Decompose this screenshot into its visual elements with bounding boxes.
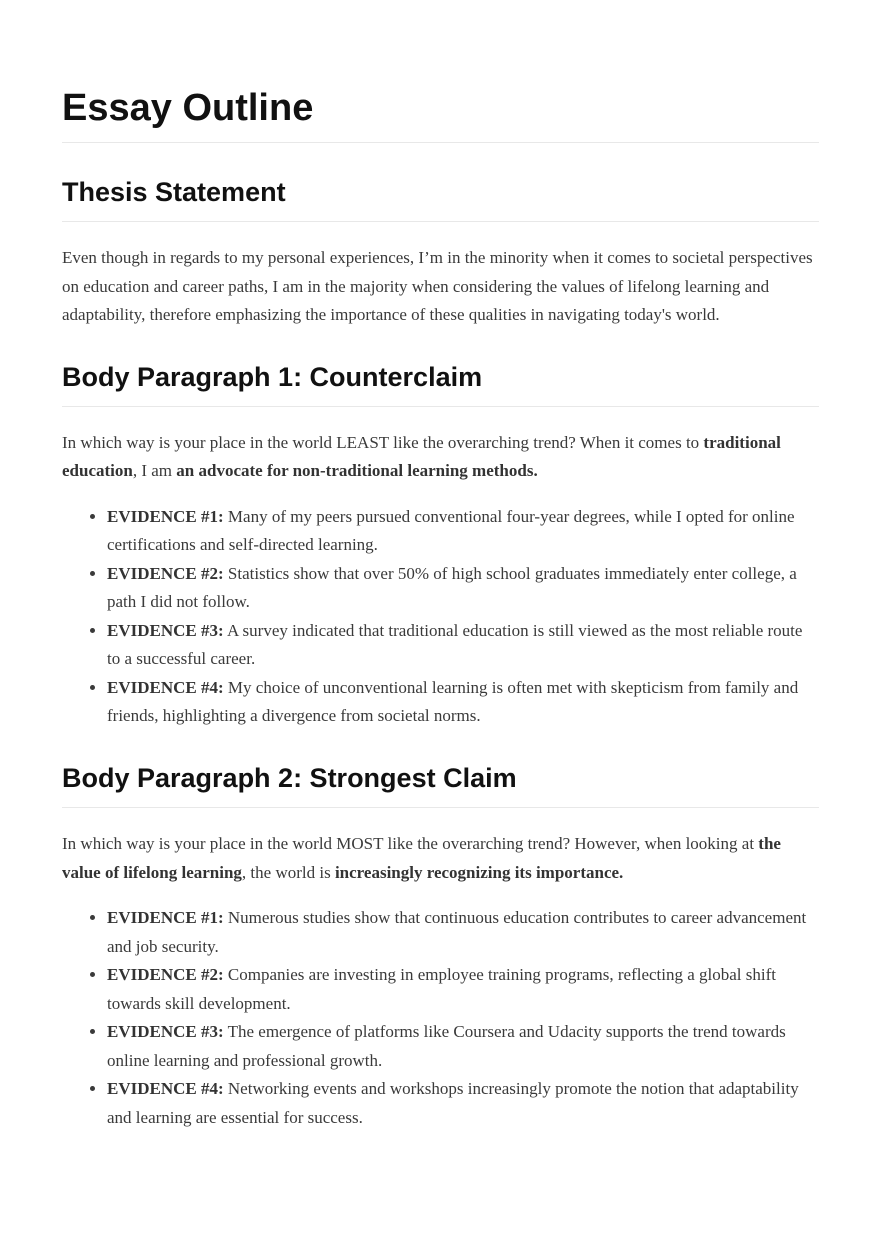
document-page — [62, 0, 819, 1132]
list-item — [107, 1075, 819, 1132]
evidence-text: Statistics show that over 50% of high school graduates immediately enter college, a path I did not follow. — [107, 563, 797, 612]
list-item — [107, 617, 819, 674]
evidence-text: My choice of unconventional learning is often met with skepticism from family and friends, highlighting a divergence from societal norms. — [107, 677, 799, 726]
evidence-text: The emergence of platforms like Coursera and Udacity supports the trend towards online learning and professional growth. — [107, 1022, 786, 1070]
body1-heading: Body Paragraph 1: Counterclaim — [62, 360, 819, 407]
body1-intro-mid: , I am — [132, 461, 177, 481]
thesis-text: Even though in regards to my personal experiences, I’m in the minority when it comes to societal perspectives on education and career paths, I am in the majority when considering the values of lifelong learning and adaptability, therefore emphasizing the importance of these qualities in navigating today's world. — [62, 248, 813, 325]
body2-intro — [62, 830, 819, 887]
body2-intro-mid: , the world is — [241, 862, 335, 882]
body1-intro-bold-topic: traditional education — [62, 432, 781, 481]
body2-intro-bold-topic: the value of lifelong learning — [62, 833, 781, 882]
evidence-text: Many of my peers pursued conventional four-year degrees, while I opted for online certifications and self-directed learning. — [107, 506, 795, 555]
list-item — [107, 961, 819, 1018]
evidence-label: EVIDENCE #4: — [107, 1079, 224, 1099]
list-item — [107, 904, 819, 961]
body1-intro-bold-stance: an advocate for non-traditional learning methods. — [176, 461, 538, 481]
evidence-text: Numerous studies show that continuous education contributes to career advancement and job security. — [107, 908, 807, 956]
list-item — [107, 1018, 819, 1075]
list-item — [107, 560, 819, 617]
body2-heading: Body Paragraph 2: Strongest Claim — [62, 761, 819, 808]
evidence-label: EVIDENCE #3: — [107, 1022, 224, 1042]
evidence-label: EVIDENCE #1: — [107, 506, 224, 526]
evidence-label: EVIDENCE #2: — [107, 965, 224, 985]
evidence-label: EVIDENCE #2: — [107, 563, 224, 583]
evidence-label: EVIDENCE #1: — [107, 908, 224, 928]
thesis-heading: Thesis Statement — [62, 175, 819, 222]
body1-intro — [62, 429, 819, 486]
list-item — [107, 674, 819, 731]
evidence-text: Networking events and workshops increasingly promote the notion that adaptability and learning are essential for success. — [107, 1079, 799, 1127]
evidence-text: Companies are investing in employee training programs, reflecting a global shift towards skill development. — [107, 965, 777, 1013]
body1-evidence-list — [62, 503, 819, 731]
body2-intro-bold-stance: increasingly recognizing its importance. — [334, 862, 624, 882]
list-item — [107, 503, 819, 560]
body1-intro-text: In which way is your place in the world LEAST like the overarching trend? When it comes to — [62, 432, 704, 452]
evidence-label: EVIDENCE #4: — [107, 677, 224, 697]
body2-evidence-list — [62, 904, 819, 1132]
evidence-text: A survey indicated that traditional education is still viewed as the most reliable route to a successful career. — [107, 620, 803, 669]
evidence-label: EVIDENCE #3: — [107, 620, 224, 640]
page-title: Essay Outline — [62, 0, 819, 143]
body2-intro-text: In which way is your place in the world MOST like the overarching trend? However, when looking at — [62, 833, 759, 853]
